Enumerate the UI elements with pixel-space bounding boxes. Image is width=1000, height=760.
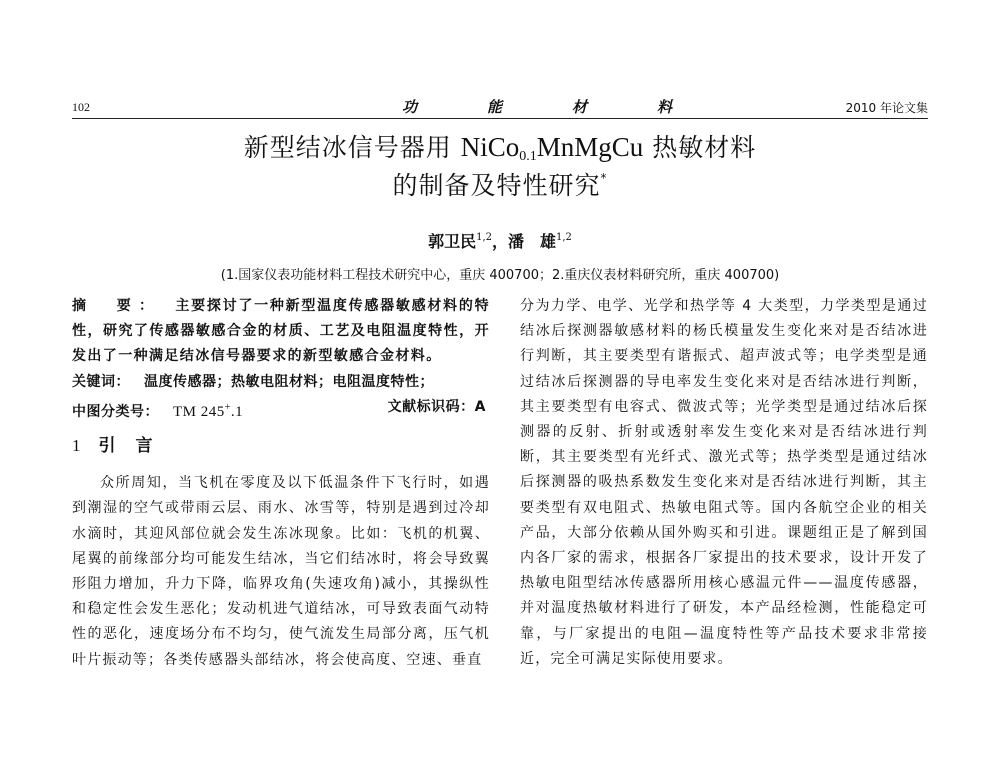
title-text: 热敏材料 <box>643 133 757 162</box>
authors <box>0 229 1000 252</box>
section-number: 1 <box>72 436 81 456</box>
affiliation: (1.国家仪表功能材料工程技术研究中心，重庆 400700；2.重庆仪表材料研究所，重庆 400700) <box>220 268 780 283</box>
title-formula <box>461 132 644 162</box>
clc-value-suffix: .1 <box>230 403 244 420</box>
page-number: 102 <box>72 100 90 114</box>
author-separator: ， <box>491 232 508 251</box>
intro-paragraph-left: 众所周知，当飞机在零度及以下低温条件下飞行时，如遇到潮湿的空气或带雨云层、雨水、冰雪等，特别是遇到过冷却水滴时，其迎风部位就会发生冻冰现象。比如：飞机的机翼、尾翼的前缘部分均可能发生结冰，当它们结冰时，将会导致翼形阻力增加，升力下降，临界攻角(失速攻角)减小，其操纵性和稳定性会发生恶化；发动机进气道结冰，可导致表面气动特性的恶化，速度场分布不均匀，使气流发生局部分离，压气机叶片振动等；各类传感器头部结冰，将会使高度、空速、垂直 <box>72 475 490 668</box>
abstract-label: 摘 要： <box>72 298 162 314</box>
abstract-text: 主要探讨了一种新型温度传感器敏感材料的特性，研究了传感器敏感合金的材质、工艺及电阻温度特性，开发出了一种满足结冰信号器要求的新型敏感合金材料。 <box>72 298 491 365</box>
formula-part: MnMgCu <box>536 132 644 162</box>
paper-title-line1 <box>0 128 1000 165</box>
classification <box>72 395 490 425</box>
intro-paragraph-right: 分为力学、电学、光学和热学等 4 大类型，力学类型是通过结冰后探测器敏感材料的杨氏模量发生变化来对是否结冰进行判断，其主要类型有谐振式、超声波式等；电学类型是通过结冰后探测器的导电率发生变化来对是否结冰进行判断，其主要类型有电容式、微波式等；光学类型是通过结冰后探测器的反射、折射或透射率发生变化来对是否结冰进行判断，其主要类型有光纤式、激光式等；热学类型是通过结冰后探测器的吸热系数发生变化来对是否结冰进行判断，其主要类型有双电阻式、热敏电阻式等。国内各航空企业的相关产品，大部分依赖从国外购买和引进。课题组正是了解到国内各厂家的需求，根据各厂家提出的技术要求，设计开发了热敏电阻型结冰传感器所用核心感温元件——温度传感器，并对温度热敏材料进行了研发，本产品经检测，性能稳定可靠，与厂家提出的电阻—温度特性等产品技术要求非常接近，完全可满足实际使用要求。 <box>520 298 928 667</box>
author-affiliation-mark: 1,2 <box>556 232 572 243</box>
section-title-char: 引 <box>98 436 116 457</box>
journal-char: 功 <box>402 98 418 116</box>
left-column <box>72 294 490 673</box>
right-column <box>520 294 928 672</box>
paper-title-line2 <box>0 166 1000 202</box>
clc-value-main: TM 245 <box>173 403 225 420</box>
author-affiliation-mark: 1,2 <box>476 232 492 243</box>
keywords <box>72 370 490 395</box>
title-text: 新型结冰信号器用 <box>243 133 461 162</box>
title-text: 的制备及特性研究 <box>392 171 601 200</box>
document-code <box>388 395 486 420</box>
formula-part: NiCo <box>460 132 520 162</box>
author-name: 潘 雄 <box>508 232 557 251</box>
running-header <box>72 100 928 119</box>
title-footnote-mark: * <box>600 171 608 185</box>
journal-name <box>402 96 672 117</box>
journal-char: 材 <box>571 98 587 116</box>
clc-value <box>173 401 244 420</box>
abstract <box>72 294 490 370</box>
keywords-text: 温度传感器；热敏电阻材料；电阻温度特性； <box>144 373 434 390</box>
clc-label: 中图分类号： <box>72 403 159 420</box>
clc-value-sup: + <box>224 401 231 413</box>
keywords-label: 关键词： <box>72 373 130 390</box>
journal-char: 料 <box>656 98 672 116</box>
volume-info: 2010 年论文集 <box>845 101 928 115</box>
journal-char: 能 <box>486 98 502 116</box>
section-title-char: 言 <box>135 436 153 457</box>
doc-code-value: A <box>474 398 486 415</box>
author-name: 郭卫民 <box>428 232 477 251</box>
section-heading-introduction <box>72 433 490 459</box>
doc-code-label: 文献标识码： <box>387 398 475 415</box>
formula-subscript: 0.1 <box>519 149 537 164</box>
